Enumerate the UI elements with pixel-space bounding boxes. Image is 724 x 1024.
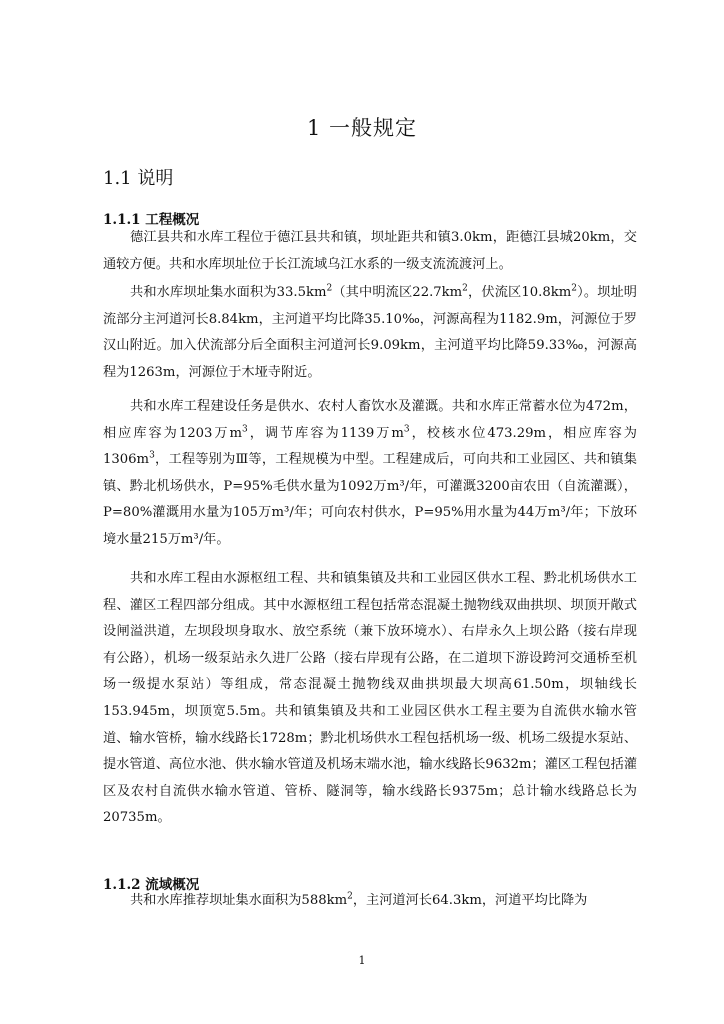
text: ，调节库容为1139万m	[247, 425, 404, 441]
paragraph-location: 德江县共和水库工程位于德江县共和镇，坝址距共和镇3.0km，距德江县城20km，交通较方便。共和水库坝址位于长江流域乌江水系的一级支流流渡河上。	[103, 230, 637, 272]
superscript: 3	[242, 424, 248, 435]
superscript: 3	[403, 424, 410, 435]
text: ，工程等别为Ⅲ等，工程规模为中型。工程建成后，可向共和工业园区、共和镇集镇、黔北机场供水，P=95%毛供水量为1092万m³/年，可灌溉3200亩农田（自流灌溉），P=80%灌溉用水量为105万m³/年；可向农村供水，P=95%用水量为44万m³/年；下放环境水量215万m³/年。	[103, 452, 637, 547]
paragraph-basin	[103, 888, 637, 915]
superscript: 2	[571, 283, 577, 294]
text: ）。坝址明流部分主河道河长8.84km，主河道平均比降35.10‰，河源高程为1182.9m，河源位于罗汉山附近。加入伏流部分后全面积主河道河长9.09km，主河道平均比降59.33‰，河源高程为1263m，河源位于木垭寺附近。	[103, 285, 637, 380]
text: 共和水库工程建设任务是供水、农村人畜饮水及灌溉。共和水库正常蓄水位为472m，相应库容为1203万m	[103, 399, 637, 441]
paragraph-tasks	[103, 394, 637, 554]
subsection-heading-basin: 1.1.2 流域概况	[103, 877, 200, 893]
superscript: 2	[326, 283, 333, 294]
paragraph-catchment	[103, 280, 637, 386]
section-heading: 1.1 说明	[103, 168, 174, 189]
text: 共和水库坝址集水面积为33.5km	[130, 285, 327, 300]
text: （其中明流区22.7km	[332, 285, 463, 300]
chapter-title: 1 一般规定	[306, 116, 418, 140]
paragraph-components: 共和水库工程由水源枢纽工程、共和镇集镇及共和工业园区供水工程、黔北机场供水工程、灌区工程四部分组成。其中水源枢纽工程包括常态混凝土抛物线双曲拱坝、坝顶开敞式设闸溢洪道，左坝段坝身取水、放空系统（兼下放环境水）、右岸永久上坝公路（接右岸现有公路），机场一级泵站永久进厂公路（接右岸现有公路，在二道坝下游设跨河交通桥至机场一级提水泵站）等组成，常态混凝土抛物线双曲拱坝最大坝高61.50m，坝轴线长153.945m，坝顶宽5.5m。共和镇集镇及共和工业园区供水工程主要为自流供水输水管道、输水管桥，输水线路长1728m；黔北机场供水工程包括机场一级、机场二级提水泵站、提水管道、高位水池、供水输水管道及机场末端水池，输水线路长9632m；灌区工程包括灌区及农村自流供水输水管道、管桥、隧洞等，输水线路长9375m；总计输水线路总长为20735m。	[103, 571, 638, 826]
text: ，校核水位473.29m，相应库容为1306m	[103, 425, 637, 468]
text: ，伏流区10.8km	[467, 285, 572, 300]
text: ，主河道河长64.3km，河道平均比降为	[352, 893, 588, 908]
superscript: 2	[347, 891, 353, 902]
superscript: 2	[462, 283, 468, 294]
subsection-heading-overview: 1.1.1 工程概况	[103, 212, 200, 228]
superscript: 3	[149, 450, 155, 461]
text: 共和水库推荐坝址集水面积为588km	[130, 893, 348, 908]
page-number: 1	[358, 954, 366, 967]
